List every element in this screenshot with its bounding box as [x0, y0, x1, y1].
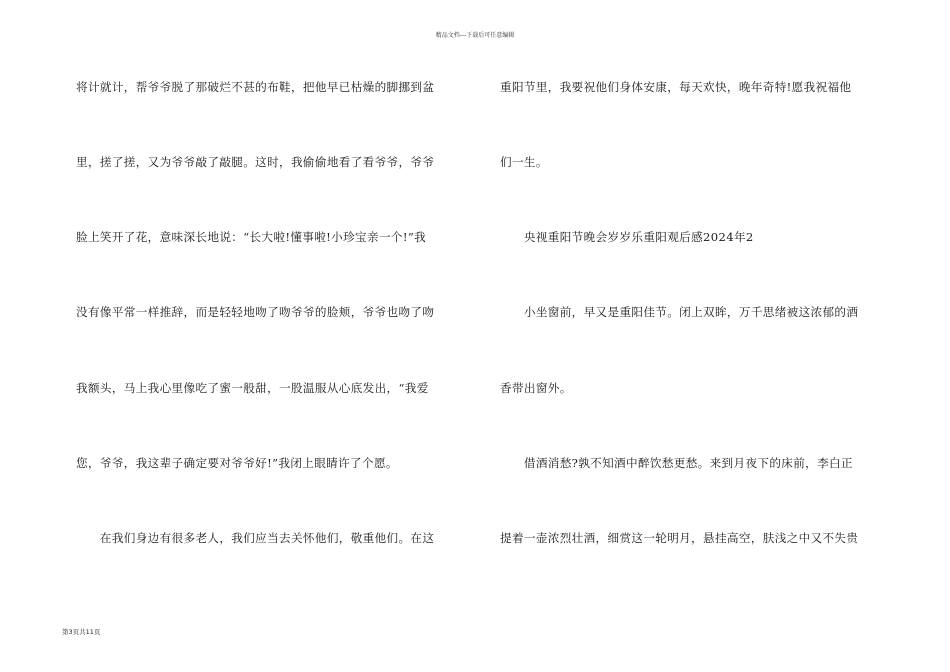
page-number: 第3页共11页 — [62, 628, 101, 636]
paragraph-line: 提着一壶浓烈壮酒，细赏这一轮明月，悬挂高空，肤浅之中又不失贵 — [500, 531, 859, 545]
paragraph-line: 里，搓了搓，又为爷爷敲了敲腿。这时，我偷偷地看了看爷爷，爷爷 — [76, 155, 435, 169]
section-heading: 央视重阳节晚会岁岁乐重阳观后感2024年2 — [500, 230, 754, 244]
paragraph-line: 脸上笑开了花，意味深长地说：“长大啦!懂事啦!小珍宝亲一个!”我 — [76, 230, 427, 244]
page-header: 精品文档---下载后可任意编辑 — [435, 32, 515, 39]
paragraph-line: 香带出窗外。 — [500, 381, 572, 395]
paragraph-line: 没有像平常一样推辞，而是轻轻地吻了吻爷爷的脸颊，爷爷也吻了吻 — [76, 305, 435, 319]
paragraph-line: 重阳节里，我要祝他们身体安康，每天欢快，晚年奇特!愿我祝福他 — [500, 80, 852, 94]
paragraph-line: 将计就计，帮爷爷脱了那破烂不甚的布鞋，把他早已枯燥的脚挪到盆 — [76, 80, 435, 94]
paragraph-line: 我额头，马上我心里像吃了蜜一般甜，一股温服从心底发出，“我爱 — [76, 381, 429, 395]
paragraph-line: 们一生。 — [500, 155, 548, 169]
paragraph-line: 小坐窗前，早又是重阳佳节。闭上双眸，万千思绪被这浓郁的酒 — [500, 305, 859, 319]
paragraph-line: 在我们身边有很多老人，我们应当去关怀他们，敬重他们。在这 — [76, 531, 435, 545]
paragraph-line: 您，爷爷，我这辈子确定要对爷爷好!”我闭上眼睛许了个愿。 — [76, 456, 398, 470]
paragraph-line: 借酒消愁?孰不知酒中醉饮愁更愁。来到月夜下的床前，李白正 — [500, 456, 853, 470]
